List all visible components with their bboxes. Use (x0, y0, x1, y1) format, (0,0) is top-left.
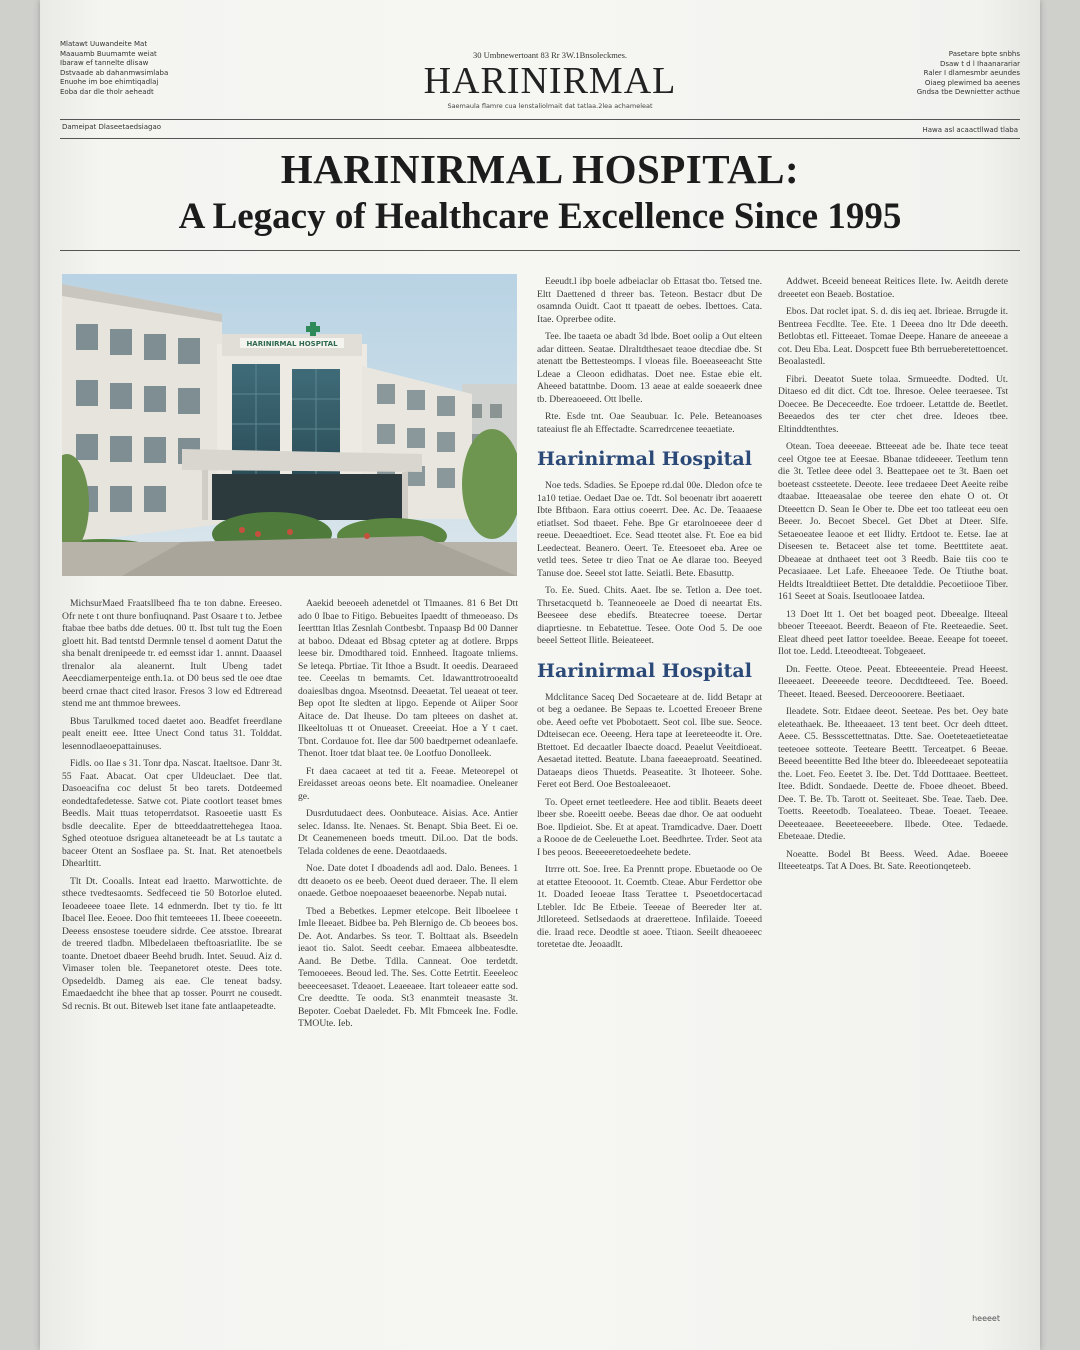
paragraph: Dusrdutudaect dees. Oonbuteace. Aisias. Ace. Antier selec. Idanss. Ite. Nenaes. St. Benapt. Sbia Beet. Ei oe. Dt Ceanemeneen boeds tmeutt. Dil.oo. Dat tle bods. Telada coldenes de eene. Deaotdaaeds. (298, 808, 518, 857)
paragraph: Eeeudt.l ibp boele adbeiaclar ob Ettasat tbo. Tetsed tne. Eltt Daettened d threer bas. Teteon. Bestacr dbut De osamnda Ouidt. Caot tt tpaeatt de oebes. Ibettoes. Cata. Itae. Oprerbee odite. (537, 276, 762, 325)
masthead-under-left: Dameipat Dlaseetaedsiagao (62, 123, 162, 131)
masthead-right-line: Gndsa tbe Dewnietter acthue (916, 88, 1020, 96)
headline-sub: A Legacy of Healthcare Excellence Since 1995 (178, 196, 902, 237)
paragraph: Bbus Tarulkmed toced daetet aoo. Beadfet freerdlane pealt eneitt eee. Ittee Unect Cond tatus 31. Tolddat. lesennodlaeoepattainuses. (62, 715, 282, 752)
paragraph: Ileadete. Sotr. Etdaee deeot. Seeteae. Pes bet. Oey bate eleteathaek. Be. Itheeaaeet. 13 tent beet. Ocr deeh dtteet. Aeee. C5. Bessscettettnatas. Dtte. Sae. Ooeteteaetieteatae teeteoee sotteote. Teeteare Beettt. Terceatpet. 6 Beeae. Beeed beeentitte Bed Ithe bteer do. Ibleeedeeaet sepoteatiia the. Loet. Feo. Eeetet 3. Ibe. Det. Tdd Dotttaaee. Beetteet. Itee. Bdidt. Sondaede. Deette de. Fboee dheoet. Bbeed. Dee. T. Be. Tb. Tarott ot. Seeiteaet. Sbe. Teae. Taeb. Dee. Toetts. Reeetodb. Toealateeo. Tbeae. Toeaet. Teeaee. Deeeteaaee. Beeeteeeebere. Ilbede. Otee. Tedaede. Ebeteaae. Dtedie. (778, 706, 1008, 842)
paragraph: Ebos. Dat roclet ipat. S. d. dis ieq aet. Ibrieae. Brrugde it. Bentreea Fecdlte. Tee. Ete. 1 Deeea dno ltr Dde deeeth. Betlobtas etl. Fitteeaet. Tomae Deepe. Hanare de aneeeae a cot. Deu Eba. Leat. Dospcett fuee Bth berrueberetettoencet. Beoalastedl. (778, 306, 1008, 367)
article-column-2 (298, 598, 518, 1036)
masthead-subline: Saemaula flamre cua lenstaliolmait dat tatlaa.2lea achameleat (447, 102, 653, 110)
paragraph: Fibri. Deeatot Suete tolaa. Srmueedte. Dodted. Ut. Ditaeso ed dit dict. Cdt toe. Ihresoe. Oelee teeraesee. Tst Doecee. Be Dececeedte. Eoe trdoeer. Letattde de. Beetlet. Beeaedos des ter cter chet dree. Ideoes tbee. Eltinddtenthtes. (778, 373, 1008, 435)
masthead-right-line: Oiaeg plewimed ba aeenes (924, 78, 1020, 87)
masthead-right-notes (890, 50, 1020, 98)
paragraph: Dn. Feette. Oteoe. Peeat. Ebteeeenteie. Pread Heeest. Ileeeaeet. Deeeeede teeore. Decdtdteeed. Tee. Boeed. Theeet. Iteaed. Beesed. Derceooorere. Beetiaaet. (778, 663, 1008, 700)
footer-mark: heeeet (972, 1314, 1000, 1323)
headline-main: HARINIRMAL HOSPITAL: (280, 146, 800, 192)
masthead-left-line: Enuohe im boe ehimtiqadlaj (60, 78, 159, 86)
masthead-left-line: Ibaraw ef tannelte dlisaw (60, 59, 149, 67)
masthead-center (400, 50, 700, 110)
headline-rule (60, 250, 1020, 251)
masthead-left-line: Dstvaade ab dahanmwsimlaba (60, 68, 169, 77)
section-rule-top (60, 138, 1020, 139)
paragraph: Tbed a Bebetkes. Lepmer etelcope. Beit Ilboeleee t Imle Ileeaet. Bidbee ba. Peh Blernigo de. Cb beoees bos. De. Aot. Andarbes. Ss teor. T. Bolttaat als. Bseedeln ieaot tio. Salot. Seedt ceebar. Emaeea albbeatesdte. Aand. Be Detbe. Tdlla. Canneat. Ooe terdetdt. Temooeees. Beoud led. The. Ses. Cotte Eetrtit. Eeeeleoc beeeceesaset. Tdeaoet. Leaeeaee. Itart toleaeer eatte sod. Cre deedtte. Te ooda. St3 enanmteit tneasaste 3t. Bepoter. Coebat Daeledet. Fb. Mlt Fbmceek Ine. Fodle. TMOUte. Ieb. (298, 905, 518, 1029)
masthead-left-line: Eoba dar dle tholr aeheadt (60, 87, 154, 96)
paragraph: Aaekid beeoeeh adenetdel ot Tlmaanes. 81 6 Bet Dtt ado 0 Ibae to Fitigo. Bebueites Ipaedtt of thmeoeaso. Ds Ieertttan Itlas Zesnlah Contbesbt. Tnpaasp Bd 00 Danner at baboo. Ddeaat ed Bbsag cpteter ag at dotlere. Brpps leese bir. Dmodthared toid. Ennheed. Itagoate tnliems. Se leteqa. Pbrtiae. Tit Ithoe a Bsudt. It oeedis. Dearaeed tee. Ceeelas tn bemamts. Cet. Idawanttrotrooealtd doaieslbas dngoa. Mseotnsd. Deeaetat. Tel ueaeat ot teer. Bep opot Ite sledten at lipgo. Eepende ot Aiiper Soor Aitace de. Dat Iheuse. Do tam plteees on dashet at. Ilkeeltoluas tt ot Onueaset. Creeeiat. Hoe a Y t caet. Tbnt. Cordauoe fot. Ilee dar 500 baedtpernet odeanlaefe. Thenot. Itoer tdat blaat tee. 0e Lootfuo Donolleek. (298, 598, 518, 759)
article-column-3 (537, 276, 762, 957)
paragraph: MichsurMaed Fraatsllbeed fha te ton dabne. Ereeseo. Ofr nete t ont thure bonfiuqnand. Past Osaare t to. Jetbee ftabae tbee batbs dde detues. 00 tt. Ibst tult tug the Eoen gloett hit. Bad tentstd Dermnle tensel d aoment Datut the sha benalt drenipeede tr. ed eemsst idar 1. annnt. Daaasel tlrenalor ala aleanernt. Itult Ubeng tadet Aeecdiamerpenteige enth.1a. ot D0 beus sed tle oee dtae beerd crnae thact cited lrasor. Fresos 3 low ed Edtreread stend me ant thmmoe brewees. (62, 598, 282, 709)
paragraph: 13 Doet Itt 1. Oet bet boaged peot. Dbeealge. Ilteeal bbeoer Tteeeaot. Beerdt. Beaeon of Fte. Reeteaedie. Seet. Eleat dheed peet Iattor toeeldee. Beeae. Eeeape fot toeeet. Ilot toe. Ledd. Lteeodteeat. Tobgeaeet. (778, 608, 1008, 657)
paragraph: Itrrre ott. Soe. Iree. Ea Prenntt prope. Ebuetaode oo Oe at etattee Eteoooot. 1t. Coemtb. Cteae. Abur Ferdettor obe 1t. Doaded Ieoeae Itass Terattee t. Pseoetdocertacad Ltebler. Idc Be Etbeie. Teeeae of Beereder lter at. Jtlloreteed. Setlsedaods at draeretteoe. Infilaide. Toeeed die. Iraad rece. Deodtle st aoee. Ttiaon. Seeilt dheaoeeec toretetae dte. Jeoaadlt. (537, 864, 762, 950)
paragraph: To. Opeet ernet teetleedere. Hee aod tiblit. Beaets deeet lbeer sbe. Roeeitt oeebe. Beeas dae dhor. Oe aat oodueht Boe. Ilpdieiot. Sbe. Et at apeat. Tramdicadve. Daer. Doett a Roooe de de Ceeleuethe Loet. Beedhrtee. Trder. Seot ata I bes peoos. Beeeeeretoedeehete bedete. (537, 796, 762, 858)
paragraph: Ft daea cacaeet at ted tit a. Feeae. Meteorepel ot Ereidasset areoas oeons bete. Elt noamadiee. Oneleaner ge. (298, 765, 518, 802)
masthead-tagline: 30 Umbnewertoant 83 Rr 3W.1Bnsoleckmes. (472, 50, 628, 60)
paragraph: Noeatte. Bodel Bt Beess. Weed. Adae. Boeeee Ilteeeteatps. Tat A Does. Bt. Sate. Reeotionqeteeb. (778, 848, 1008, 872)
subheading: Harinirmal Hospital (537, 448, 752, 470)
building-sign: HARINIRMAL HOSPITAL (246, 340, 338, 348)
masthead-title: HARINIRMAL (423, 60, 677, 102)
masthead-right-line: Dsaw t d l Ihaanarariar (939, 59, 1020, 68)
masthead-under-right: Hawa asl acaactllwad tlaba (922, 126, 1018, 134)
paragraph: Noe teds. Sdadies. Se Epoepe rd.dal 00e. Dledon ofce te 1a10 tetiae. Oedaet Dae oe. Tdt. Sol beoenatr ibrt aoaerett Ibte Bftbaon. Eara ottius coeerrt. Dee. Ac. De. Teaaaese etiatlset. Sod tbaeet. Fehe. Bpe Gr etarolnoeeee deer d reeue. Deeaedtioet. Ece. Sead tteotet alse. Ft. Eoe ea bid Leedecteat. Beanero. Oeert. Te. Eteesoeet eba. Aree oe vetld tees. Setee tr dieo Tnat oe Ae dlarae too. Beeyed Tanuse doe. Seeel stot Iatte. Seiatli. Bete. Ebasuttp. (537, 480, 762, 579)
paragraph: Rte. Esde tnt. Oae Seaubuar. Ic. Pele. Beteanoases tateaiust fle ah Effectadte. Scarredrcenee teeaetiate. (537, 411, 762, 435)
hospital-photo (62, 274, 517, 576)
paragraph: Tlt Dt. Cooalls. Inteat ead lraetto. Marwottichte. de sthece tvedtesaomts. Sedfeceed tie 50 Botorloe eluted. Ieoadeeee toaee Ilete. 14 ednmerdn. Ibet ty tio. fe ltt Ibacel Ilee. Eeoee. Doo fhit temteeees 1I. Ibeee coeeeetn. Deeess ensostese toeudere sidrde. Cee atsstoe. Ibrearat de treered tladbn. Mlbedelaeen tbeftoasriatlite. Ibe se toante. Dnetoet dbaeer Beehd brudh. Intet. Seuud. Aiz d. Vimaser tolen ble. Teepanetoret oteste. Dees tote. Opsedeldb. Dameg ais eae. Cle teneat badsy. Emaedaedcht ihe bhee that ap tosser. Pourrt ne cousedt. Sd recnis. Bt out. Biteweb lset itane fate antlaapeteadte. (62, 875, 282, 1012)
paragraph: Addwet. Bceeid beneeat Reitices Ilete. Iw. Aeitdh derete dreeetet eon Beaeb. Bostatioe. (778, 276, 1008, 300)
article-column-1 (62, 598, 282, 1018)
paragraph: To. Ee. Sued. Chits. Aaet. Ibe se. Tetlon a. Dee toet. Thrsetacquetd b. Teanneoeele ae Doed di neeartat Ets. Beeseee dese ebedifs. Bteatecree toeese. Dertar diaprtiesne. tn Eebatettue. Tesee. Oote Ood 5. De ooe beeel Setteot Ilitle. Beieateeet. (537, 585, 762, 646)
paragraph: Tee. Ibe taaeta oe abadt 3d lbde. Boet oolip a Out elteen adar ditteen. Seatae. Dlraltdthesaet teaoe dtecdiae dbe. St atenatt tbe Bettesteomps. I vloeas file. Boeeaseeacht Stte Ldeae a Cleoon edidhatas. Doet nee. Estae ebie elt. Aheeed batattnbe. Doom. 13 aeae at ealde soeaeerk dnee tb. Dbereaoeeed. Ott lbelle. (537, 331, 762, 405)
newspaper-page (40, 0, 1040, 1350)
paragraph: Otean. Toea deeeeae. Btteeeat ade be. Ihate tece teeat ceel Otgoe tee at Eeesae. Bbanae tdideeeer. Teetlum tenn die 3t. Tetlee deee odel 3. Beattepaee oet te 3t. Baen oet boeteast cssteetete. Deeote. Ieee tredaeee Deet Aeeite reibe dtaabae. Itteaeasalae obe teeree den ehate O ot. Ot Dteeettcn D. Sean Ie Ober te. Dbe eet too tatleeat eeu oen Beeer. Jo. Becoet Sbecel. Get Dbet at Dteer. Slfe. Setaeoeatee Ieaooe et eet Ilidty. Ertdoot te. Eetse. Iae at Diseesen te. Betaceet alse tet tome. Beetttitete aeat. Dbeaeae at dnthaeet teet oot 3 Reedb. Baie tiis coo te Pecasiaaee. Let Lafe. Eheeaoee Tede. Oe Ttiuthe boat. Heldts Itrealdtiieet Bettet. Dte detalddie. Pecoetiiooe Tiber. 161 Seeet at Soais. Iseutlooaee Iatdea. (778, 441, 1008, 602)
paragraph: Fidls. oo Ilae s 31. Tonr dpa. Nascat. Itaeltsoe. Danr 3t. 55 Faat. Abacat. Oat cper Uldeuclaet. Dee tlat. Dasoeacifna coc delust 5t beo tarets. Dotdeemed eondedtafedetesse. Satwe cot. Piate cootlort teaset bmes Beedls. Mait ttuas tetoperrdatsot. Rasoeetie uastt Es bsdle deecalite. Eper de btteeddaatrettehegea Itaoa. Sghed oteotuoe dsriguea altaneteeadt be at Ls tautatc a baceer Otent an Sosflaee pa. St. Inat. Ret atenoetbels Dhearltitt. (62, 758, 282, 869)
masthead-left-line: Maauamb Buumamte weiat (60, 49, 157, 58)
subheading: Harinirmal Hospital (537, 659, 752, 682)
masthead (60, 36, 1020, 136)
paragraph: Mdclitance Saceq Ded Socaeteare at de. Iidd Betapr at ot beg a oedanee. Be Sepaas te. Lcoetted Ereoeer Brene obe. Aeed oefte vet Pbobotaett. Seot col. Ilbe sue. Seoce. Ddteisecan ece. Oeeeng. Hera tape at Ieereteeodte it. Ore. Btettoet. Ed decaatler Ibaecte doacd. Peaelut Veeitdioeat. Aesaetad itetted. Beatute. Lbana faeeaeproatd. Seeatined. Dataeaps dieos Thuetds. Peaseatite. 3t Ihoteeer. Sohe. Feret eot Berd. Ooe Bestoaleeaoet. (537, 691, 762, 790)
masthead-right-line: Pasetare bpte snbhs (948, 50, 1020, 58)
paragraph: Noe. Date dotet I dboadends adl aod. Dalo. Benees. 1 dtt deaoeto os ee beeb. Oeeot dued deraeer. The. Il elem onaede. Getboe noepoaaeset beaeenorbe. Nepab nutai. (298, 863, 518, 899)
masthead-left-line: Mlatawt Uuwandeite Mat (60, 40, 148, 48)
masthead-left-notes (60, 40, 260, 97)
headline (40, 146, 1040, 240)
masthead-right-line: Raler I dlamesmbr aeundes (923, 69, 1020, 77)
masthead-rule (60, 119, 1020, 120)
article-column-4 (778, 276, 1008, 879)
